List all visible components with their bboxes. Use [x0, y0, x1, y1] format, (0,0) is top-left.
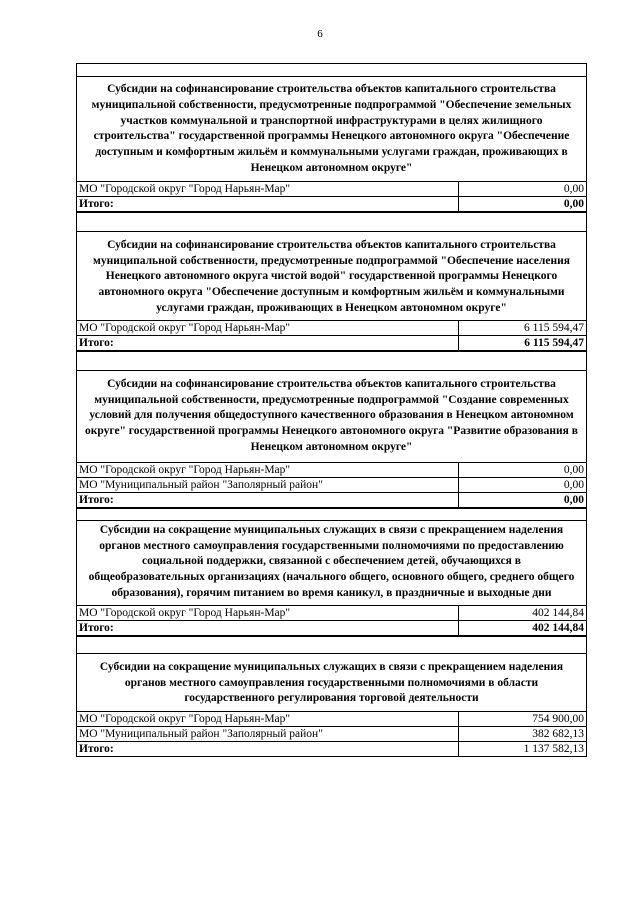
table-row [77, 712, 586, 727]
section-title: Субсидии на софинансирование строительства объектов капитального строительства муниципальной собственности, предусмотренные подпрограммой "Создание современных условий для получения общедоступного качественного образования в Ненецком автономном округе" государственной программы Ненецкого автономного округа "Развитие образования в Ненецком автономном округе" [77, 371, 586, 463]
table-row [77, 727, 586, 742]
table-row [77, 478, 586, 493]
municipality-name: МО "Городской округ "Город Нарьян-Мар" [77, 712, 459, 726]
total-row [77, 197, 586, 212]
section-spacer [77, 64, 586, 77]
section-title: Субсидии на сокращение муниципальных служащих в связи с прекращением наделения органов местного самоуправления государственными полномочиями по предоставлению социальной поддержки, связанной с обеспечением детей, обучающихся в общеобразовательных организациях (начального общего, основного общего, среднего общего образования), горячим питанием во время каникул, в праздничные и выходные дни [77, 521, 586, 606]
total-value: 6 115 594,47 [524, 336, 584, 349]
section-spacer [77, 212, 586, 232]
total-label: Итого: [77, 197, 459, 211]
amount-value: 402 144,84 [532, 606, 584, 619]
total-row [77, 493, 586, 508]
section-spacer [77, 508, 586, 521]
amount-value: 0,00 [563, 182, 584, 195]
subsidy-table [76, 63, 587, 757]
amount-value: 0,00 [563, 478, 584, 491]
section-title: Субсидии на софинансирование строительства объектов капитального строительства муниципальной собственности, предусмотренные подпрограммой "Обеспечение населения Ненецкого автономного округа чистой водой" государственной программы Ненецкого автономного округа "Обеспечение доступным и комфортным жильём и коммунальными услугами граждан, проживающих в Ненецком автономном округе" [77, 232, 586, 321]
amount-value: 0,00 [563, 463, 584, 476]
total-label: Итого: [77, 493, 459, 507]
total-value: 0,00 [563, 197, 584, 210]
table-row [77, 463, 586, 478]
table-row [77, 321, 586, 336]
municipality-name: МО "Городской округ "Город Нарьян-Мар" [77, 321, 459, 335]
total-label: Итого: [77, 336, 459, 350]
page-number: 6 [317, 28, 323, 40]
amount-value: 382 682,13 [532, 728, 584, 741]
municipality-name: МО "Городской округ "Город Нарьян-Мар" [77, 182, 459, 196]
total-row [77, 336, 586, 351]
table-row [77, 606, 586, 621]
total-value: 402 144,84 [532, 621, 584, 634]
total-value: 1 137 582,13 [523, 743, 584, 756]
municipality-name: МО "Городской округ "Город Нарьян-Мар" [77, 606, 459, 620]
total-row [77, 621, 586, 636]
amount-value: 754 900,00 [532, 713, 584, 726]
total-label: Итого: [77, 621, 459, 635]
table-row [77, 182, 586, 197]
municipality-name: МО "Муниципальный район "Заполярный район" [77, 478, 459, 492]
total-label: Итого: [77, 742, 459, 756]
total-value: 0,00 [563, 493, 584, 506]
total-row [77, 742, 586, 757]
section-title: Субсидии на софинансирование строительства объектов капитального строительства муниципальной собственности, предусмотренные подпрограммой "Обеспечение земельных участков коммунальной и транспортной инфраструктурами в целях жилищного строительства" государственной программы Ненецкого автономного округа "Обеспечение доступным и комфортным жильём и коммунальными услугами граждан, проживающих в Ненецком автономном округе" [77, 77, 586, 182]
section-spacer [77, 636, 586, 654]
municipality-name: МО "Городской округ "Город Нарьян-Мар" [77, 463, 459, 477]
section-title: Субсидии на сокращение муниципальных служащих в связи с прекращением наделения органов местного самоуправления государственными полномочиями в области государственного регулирования торговой деятельности [77, 654, 586, 712]
section-spacer [77, 351, 586, 371]
amount-value: 6 115 594,47 [524, 321, 584, 334]
municipality-name: МО "Муниципальный район "Заполярный район" [77, 727, 459, 741]
